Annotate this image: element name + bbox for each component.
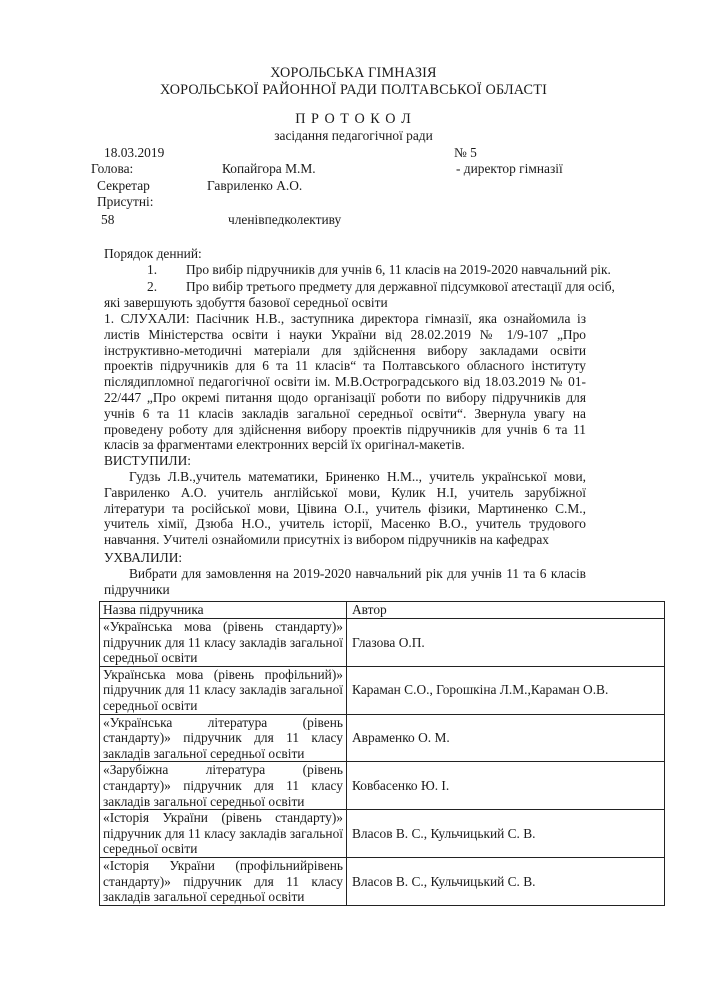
chair-name: Копайгора М.М. <box>222 161 316 176</box>
present-desc: членівпедколективу <box>228 212 342 227</box>
secretary-name: Гавриленко А.О. <box>207 178 303 193</box>
column-header-author: Автор <box>347 602 665 619</box>
book-author: Глазова О.П. <box>347 619 665 667</box>
meeting-date: 18.03.2019 <box>104 145 165 160</box>
spoke-paragraph: Гудзь Л.В.,учитель математики, Бриненко Н.М.., учитель української мови, Гавриленко А.О. учитель англійської мови, Кулик Н.І, учитель зарубіжної літератури та російської мови, Цівина О.І., учитель фізики, Мартиненко С.М., учитель хімії, Дзюба Н.О., учитель історії, Масенко В.О., учитель трудового навчання. Учителі ознайомили присутніх із вибором підручників на кафедрах <box>104 469 586 548</box>
chair-label: Голова: <box>91 161 134 176</box>
heard-paragraph: 1. СЛУХАЛИ: Пасічник Н.В., заступника директора гімназії, яка ознайомила із листів Міністерства освіти і науки України від 28.02.2019 № 1/9-107 „Про інструктивно-методичні матеріали для здійснення вибору закладами освіти проектів підручників для 6 та 11 класів“ та Полтавського обласного інституту післядипломної педагогічної освіти ім. М.В.Остроградського від 18.03.2019 № 01-22/447 „Про окремі питання щодо організації роботи по вибору підручників для учнів 6 та 11 класів закладів загальної середньої освіти“. Звернула увагу на проведену роботу для здійснення вибору проектів підручників для учнів 6 та 11 класів за фрагментами електронних версій їх оригінал-макетів. <box>104 311 586 453</box>
agenda-item-number: 2. <box>147 279 158 294</box>
book-author: Авраменко О. М. <box>347 714 665 762</box>
school-name: ХОРОЛЬСЬКА ГІМНАЗІЯ <box>270 65 437 81</box>
present-label: Присутні: <box>97 194 154 209</box>
book-author: Ковбасенко Ю. І. <box>347 762 665 810</box>
decided-title: УХВАЛИЛИ: <box>104 550 183 565</box>
agenda-item-continuation: які завершують здобуття базової середньої освіти <box>104 295 388 310</box>
book-title: «Історія України (рівень стандарту)» підручник для 11 класу закладів загальної середньої освіти <box>100 810 347 858</box>
column-header-title: Назва підручника <box>100 602 347 619</box>
school-council: ХОРОЛЬСЬКОЇ РАЙОННОЇ РАДИ ПОЛТАВСЬКОЇ ОБЛАСТІ <box>160 82 547 98</box>
table-row <box>100 762 665 810</box>
table-row <box>100 666 665 714</box>
protocol-number: № 5 <box>454 145 477 160</box>
book-author: Караман С.О., Горошкіна Л.М.,Караман О.В. <box>347 666 665 714</box>
table-row <box>100 857 665 905</box>
book-author: Власов В. С., Кульчицький С. В. <box>347 857 665 905</box>
textbooks-table <box>99 601 665 906</box>
agenda-item-number: 1. <box>147 262 158 277</box>
present-count: 58 <box>101 212 115 227</box>
decided-paragraph: Вибрати для замовлення на 2019-2020 навчальний рік для учнів 11 та 6 класів підручники <box>104 566 586 597</box>
table-header-row <box>100 602 665 619</box>
agenda-title: Порядок денний: <box>104 246 202 261</box>
secretary-label: Секретар <box>97 178 150 193</box>
table-row <box>100 810 665 858</box>
doc-title: П Р О Т О К О Л <box>295 111 412 127</box>
book-title: «Українська мова (рівень стандарту)» підручник для 11 класу закладів загальної середньої освіти <box>100 619 347 667</box>
book-title: Українська мова (рівень профільний)» підручник для 11 класу закладів загальної середньої освіти <box>100 666 347 714</box>
table-row <box>100 619 665 667</box>
book-title: «Історія України (профільнийрівень стандарту)» підручник для 11 класу закладів загальної середньої освіти <box>100 857 347 905</box>
agenda-item-text: Про вибір підручників для учнів 6, 11 класів на 2019-2020 навчальний рік. <box>186 262 611 277</box>
spoke-title: ВИСТУПИЛИ: <box>104 453 192 468</box>
doc-subtitle: засідання педагогічної ради <box>274 128 433 143</box>
book-author: Власов В. С., Кульчицький С. В. <box>347 810 665 858</box>
table-row <box>100 714 665 762</box>
chair-role: - директор гімназії <box>456 161 563 176</box>
book-title: «Зарубіжна література (рівень стандарту)» підручник для 11 класу закладів загальної середньої освіти <box>100 762 347 810</box>
agenda-item-text: Про вибір третього предмету для державної підсумкової атестації для осіб, <box>186 279 615 294</box>
book-title: «Українська література (рівень стандарту)» підручник для 11 класу закладів загальної середньої освіти <box>100 714 347 762</box>
